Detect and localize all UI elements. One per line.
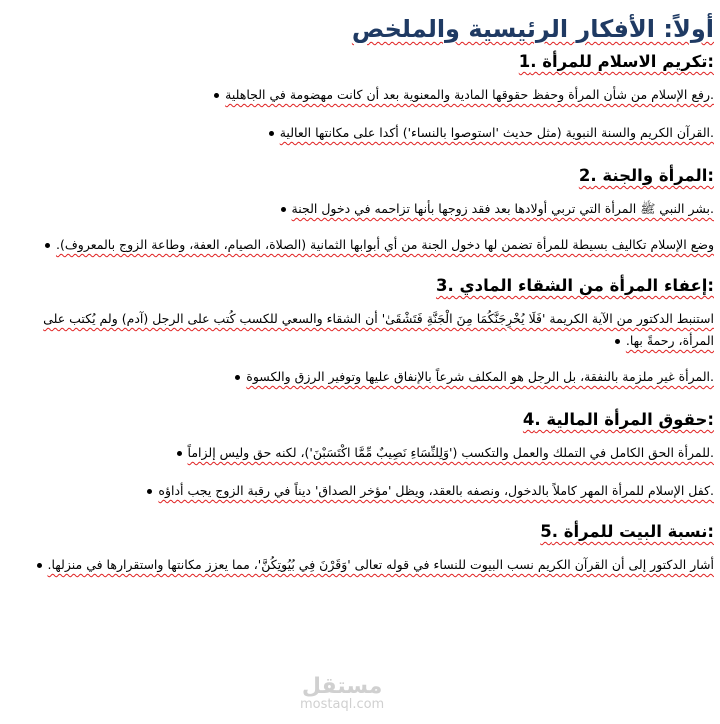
list-item: .رفع الإسلام من شأن المرأة وحفظ حقوقها المادية والمعنوية بعد أن كانت مهضومة في الجاهلية [10,84,714,106]
bullet-icon [177,451,182,456]
list-item: أشار الدكتور إلى أن القرآن الكريم نسب البيوت للنساء في قوله تعالى 'وَقَرْنَ فِي بُيُوتِكُنَّ'، مما يعزز مكانتها واستقرارها في منزلها. [10,554,714,576]
list-item: .للمرأة الحق الكامل في التملك والعمل والتكسب ('وَلِلنِّسَاءِ نَصِيبٌ مِّمَّا اكْتَسَبْنَ')، لكنه حق وليس إلزاماً [10,442,714,464]
section-5-list [10,554,714,576]
list-item: استنبط الدكتور من الآية الكريمة 'فَلَا يُخْرِجَنَّكُمَا مِنَ الْجَنَّةِ فَتَشْقَىٰ' أن الشقاء والسعي للكسب كُتب على الرجل (آدم) ولم يُكتب على المرأة، رحمةً بها. [43,311,714,348]
document-title: أولاً: الأفكار الرئيسية والملخص [351,15,714,43]
bullet-icon [214,93,219,98]
section-4-list [10,442,714,502]
watermark-latin: mostaql.com [300,697,385,712]
section-heading-1: :تكريم الاسلام للمرأة .1 [518,52,714,71]
bullet-icon [147,489,152,494]
section-3-list [10,308,714,388]
section-heading-4: :حقوق المرأة المالية .4 [522,410,714,429]
list-item: .المرأة غير ملزمة بالنفقة، بل الرجل هو المكلف شرعاً بالإنفاق عليها وتوفير الرزق والكسوة [10,366,714,388]
section-heading-5: :نسبة البيت للمرأة .5 [540,522,714,541]
bullet-icon [281,207,286,212]
section-heading-2: :المرأة والجنة .2 [578,166,714,185]
bullet-icon [45,243,50,248]
bullet-icon [615,339,620,344]
bullet-icon [235,375,240,380]
section-2-list [10,198,714,256]
section-1-list [10,84,714,144]
watermark-arabic: مستقل [301,674,383,699]
list-item: .القرآن الكريم والسنة النبوية (مثل حديث 'استوصوا بالنساء') أكدا على مكانتها العالية [10,122,714,144]
list-item: وضع الإسلام تكاليف بسيطة للمرأة تضمن لها دخول الجنة من أي أبوابها الثمانية (الصلاة، الصيام، العفة، وطاعة الزوج بالمعروف). [10,234,714,256]
section-heading-3: :إعفاء المرأة من الشقاء المادي .3 [436,276,714,295]
list-item: .كفل الإسلام للمرأة المهر كاملاً بالدخول، ونصفه بالعقد، ويظل 'مؤخر الصداق' ديناً في رقبة الزوج يجب أداؤه [10,480,714,502]
watermark [300,676,384,712]
bullet-icon [37,563,42,568]
bullet-icon [269,131,274,136]
list-item: .بشر النبي ﷺ المرأة التي تربي أولادها بعد فقد زوجها بأنها تزاحمه في دخول الجنة [10,198,714,220]
